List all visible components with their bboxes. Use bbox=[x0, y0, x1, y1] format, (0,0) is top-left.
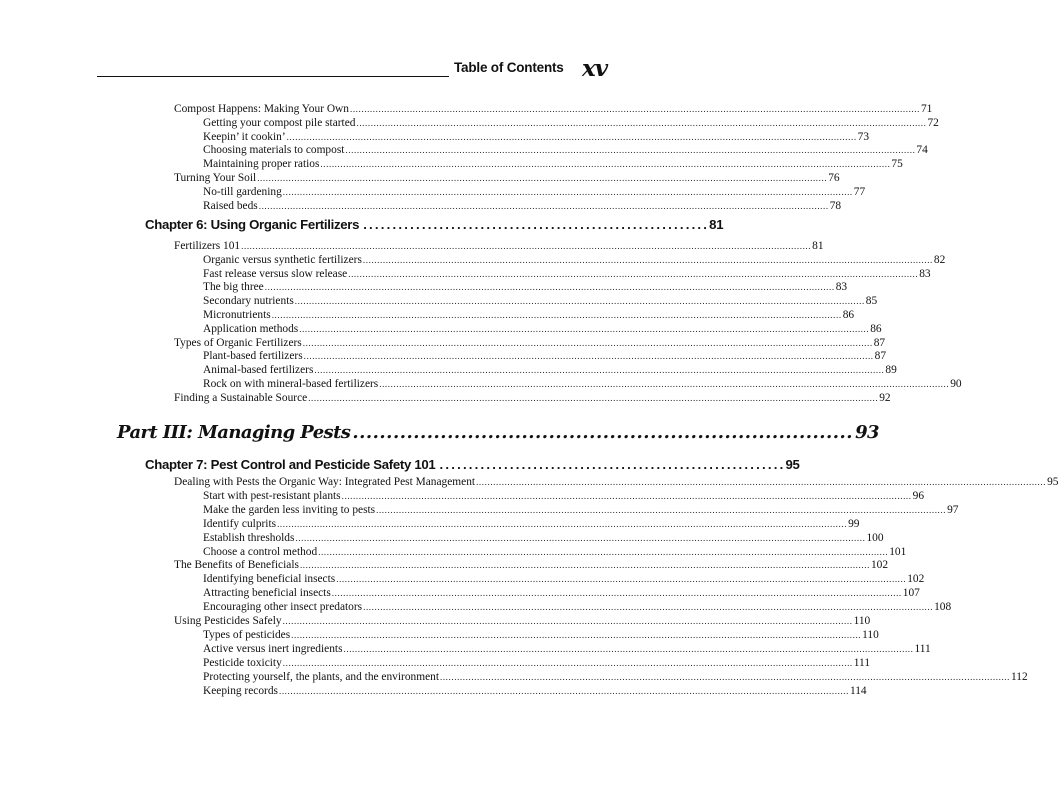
leader-dots: ........................................................................................................................................................................................................ bbox=[336, 574, 907, 585]
toc-entry-label: Types of pesticides bbox=[203, 628, 291, 641]
toc-entry-label: Attracting beneficial insects bbox=[203, 587, 331, 600]
toc-entry-label: Raised beds bbox=[203, 199, 258, 212]
chapter-7-heading[interactable] bbox=[145, 457, 800, 472]
leader-dots: ........................................................................................................................................................................................................ bbox=[349, 104, 920, 114]
toc-section-entry[interactable] bbox=[174, 614, 871, 628]
leader-dots: ........................................................... bbox=[439, 457, 786, 472]
leader-dots: ........................................................................................................................................................................................................ bbox=[331, 588, 902, 599]
toc-entry-label: Secondary nutrients bbox=[203, 295, 294, 308]
toc-subsection-entry[interactable] bbox=[203, 199, 842, 213]
toc-entry-page: 78 bbox=[829, 199, 842, 212]
toc-entry-label: Animal-based fertilizers bbox=[203, 364, 314, 377]
leader-dots: ........................................................................................................................................................................................................ bbox=[362, 254, 933, 265]
leader-dots: ........................................................................................................................................................................................................ bbox=[257, 173, 828, 183]
toc-entry-page: 102 bbox=[870, 559, 889, 572]
leader-dots: ........................................................................................................................................................................................................ bbox=[258, 200, 829, 211]
toc-entry-page: 71 bbox=[920, 103, 933, 115]
toc-section-entry[interactable] bbox=[174, 171, 840, 185]
leader-dots: .......................................................................... bbox=[352, 422, 854, 443]
leader-dots: ........................................................................................................................................................................................................ bbox=[376, 504, 947, 515]
toc-section-entry[interactable] bbox=[174, 558, 889, 572]
toc-section-entry[interactable] bbox=[174, 475, 1058, 489]
leader-dots: ........................................................................................................................................................................................................ bbox=[282, 186, 853, 197]
toc-entry-label: Compost Happens: Making Your Own bbox=[174, 103, 349, 115]
toc-subsection-entry[interactable] bbox=[203, 517, 860, 531]
leader-dots: ........................................................................................................................................................................................................ bbox=[286, 131, 857, 142]
leader-dots: ........................................................................................................................................................................................................ bbox=[294, 296, 865, 307]
leader-dots: ........................................................................................................................................................................................................ bbox=[343, 643, 914, 654]
toc-subsection-entry[interactable] bbox=[203, 280, 848, 294]
toc-entry-page: 75 bbox=[891, 158, 903, 171]
toc-entry-label: The Benefits of Beneficials bbox=[174, 559, 299, 572]
toc-entry-label: Keepin’ it cookin’ bbox=[203, 130, 286, 143]
toc-subsection-entry[interactable] bbox=[203, 377, 962, 391]
toc-entry-label: Active versus inert ingredients bbox=[203, 642, 343, 655]
toc-section-entry[interactable] bbox=[174, 239, 824, 253]
toc-entry-label: Plant-based fertilizers bbox=[203, 350, 303, 363]
toc-entry-page: 87 bbox=[874, 350, 887, 363]
toc-entry-label: Protecting yourself, the plants, and the environment bbox=[203, 670, 439, 683]
toc-entry-page: 97 bbox=[947, 503, 959, 516]
toc-entry-label: Using Pesticides Safely bbox=[174, 615, 282, 627]
toc-entry-label: Choose a control method bbox=[203, 545, 318, 558]
leader-dots: ........................................................................................................................................................................................................ bbox=[379, 379, 950, 389]
leader-dots: ........................................................................................................................................................................................................ bbox=[241, 241, 812, 251]
toc-entry-label: The big three bbox=[203, 281, 264, 294]
leader-dots: ........................................................................................................................................................................................................ bbox=[320, 159, 891, 170]
toc-subsection-entry[interactable] bbox=[203, 628, 879, 642]
toc-subsection-entry[interactable] bbox=[203, 531, 884, 545]
toc-entry-label: Establish thresholds bbox=[203, 531, 295, 544]
toc-entry-label: Make the garden less inviting to pests bbox=[203, 503, 376, 516]
leader-dots: ........................................................................................................................................................................................................ bbox=[341, 490, 912, 501]
toc-subsection-entry[interactable] bbox=[203, 322, 882, 336]
toc-entry-page: 83 bbox=[835, 281, 848, 294]
toc-subsection-entry[interactable] bbox=[203, 545, 907, 559]
toc-entry-page: 82 bbox=[933, 253, 946, 266]
toc-entry-label: Finding a Sustainable Source bbox=[174, 391, 308, 404]
toc-entry-label: Organic versus synthetic fertilizers bbox=[203, 253, 362, 266]
toc-entry-page: 77 bbox=[853, 185, 866, 198]
leader-dots: ........................................................................................................................................................................................................ bbox=[302, 337, 873, 348]
leader-dots: ........................................................................................................................................................................................................ bbox=[295, 532, 866, 543]
toc-entry-label: Fertilizers 101 bbox=[174, 240, 241, 252]
toc-entry-page: 102 bbox=[907, 573, 925, 586]
toc-entry-page: 110 bbox=[862, 628, 879, 641]
toc-entry-page: 85 bbox=[865, 295, 878, 308]
chapter-7-page: 95 bbox=[785, 457, 800, 472]
toc-entry-page: 86 bbox=[870, 322, 882, 335]
page-number: xv bbox=[582, 55, 608, 82]
toc-entry-page: 101 bbox=[889, 545, 907, 558]
toc-entry-page: 111 bbox=[853, 656, 871, 669]
toc-entry-page: 114 bbox=[849, 684, 867, 697]
toc-entry-label: Micronutrients bbox=[203, 309, 271, 321]
toc-entry-page: 74 bbox=[916, 144, 928, 157]
toc-subsection-entry[interactable] bbox=[203, 116, 939, 130]
toc-entry-label: Encouraging other insect predators bbox=[203, 601, 363, 614]
part-3-page: 93 bbox=[855, 422, 879, 443]
toc-entry-label: Identifying beneficial insects bbox=[203, 573, 336, 586]
toc-entry-label: Start with pest-resistant plants bbox=[203, 489, 341, 502]
toc-entry-label: Pesticide toxicity bbox=[203, 656, 282, 669]
leader-dots: ........................................................... bbox=[363, 217, 710, 232]
toc-entry-page: 87 bbox=[873, 336, 886, 349]
toc-entry-label: Choosing materials to compost bbox=[203, 144, 345, 157]
toc-subsection-entry[interactable] bbox=[203, 130, 870, 144]
toc-subsection-entry[interactable] bbox=[203, 503, 959, 517]
toc-entry-page: 83 bbox=[919, 267, 931, 280]
toc-subsection-entry[interactable] bbox=[203, 642, 931, 656]
leader-dots: ........................................................................................................................................................................................................ bbox=[277, 518, 848, 529]
leader-dots: ........................................................................................................................................................................................................ bbox=[299, 560, 870, 571]
toc-section-entry[interactable] bbox=[174, 391, 891, 405]
toc-entry-page: 96 bbox=[912, 489, 925, 502]
toc-subsection-entry[interactable] bbox=[203, 308, 855, 322]
chapter-6-heading[interactable] bbox=[145, 217, 724, 232]
leader-dots: ........................................................................................................................................................................................................ bbox=[303, 351, 874, 362]
part-3-heading[interactable] bbox=[117, 422, 879, 443]
toc-entry-label: Keeping records bbox=[203, 684, 278, 697]
chapter-6-page: 81 bbox=[709, 217, 724, 232]
leader-dots: ........................................................................................................................................................................................................ bbox=[439, 671, 1010, 682]
header-rule bbox=[97, 76, 449, 77]
toc-entry-page: 107 bbox=[902, 587, 920, 600]
chapter-7-title: Chapter 7: Pest Control and Pesticide Safety 101 bbox=[145, 457, 436, 472]
toc-entry-label: Identify culprits bbox=[203, 517, 277, 530]
toc-subsection-entry[interactable] bbox=[203, 267, 931, 281]
toc-subsection-entry[interactable] bbox=[203, 489, 925, 503]
toc-entry-page: 110 bbox=[853, 615, 871, 627]
toc-subsection-entry[interactable] bbox=[203, 157, 903, 171]
toc-subsection-entry[interactable] bbox=[203, 349, 887, 363]
toc-entry-page: 72 bbox=[927, 116, 939, 129]
toc-section-entry[interactable] bbox=[174, 102, 933, 116]
toc-entry-label: Rock on with mineral-based fertilizers bbox=[203, 378, 379, 390]
leader-dots: ........................................................................................................................................................................................................ bbox=[264, 282, 835, 293]
toc-entry-page: 95 bbox=[1047, 476, 1058, 488]
toc-entry-page: 112 bbox=[1010, 670, 1028, 683]
toc-entry-page: 100 bbox=[866, 531, 884, 544]
toc-entry-page: 73 bbox=[857, 130, 870, 143]
toc-entry-page: 81 bbox=[812, 240, 824, 252]
toc-entry-label: Types of Organic Fertilizers bbox=[174, 336, 302, 349]
leader-dots: ........................................................................................................................................................................................................ bbox=[356, 117, 927, 128]
toc-subsection-entry[interactable] bbox=[203, 253, 946, 267]
leader-dots: ........................................................................................................................................................................................................ bbox=[282, 616, 853, 626]
toc-section-entry[interactable] bbox=[174, 336, 886, 350]
running-header-title: Table of Contents bbox=[454, 60, 564, 75]
chapter-6-title: Chapter 6: Using Organic Fertilizers bbox=[145, 217, 360, 232]
toc-subsection-entry[interactable] bbox=[203, 572, 925, 586]
leader-dots: ........................................................................................................................................................................................................ bbox=[348, 268, 919, 279]
toc-entry-label: No-till gardening bbox=[203, 185, 282, 198]
toc-entry-label: Application methods bbox=[203, 322, 299, 335]
toc-subsection-entry[interactable] bbox=[203, 185, 866, 199]
leader-dots: ........................................................................................................................................................................................................ bbox=[271, 310, 842, 320]
toc-subsection-entry[interactable] bbox=[203, 363, 897, 377]
toc-subsection-entry[interactable] bbox=[203, 143, 928, 157]
toc-entry-label: Turning Your Soil bbox=[174, 172, 257, 184]
toc-entry-page: 111 bbox=[914, 642, 931, 655]
toc-entry-label: Dealing with Pests the Organic Way: Integrated Pest Management bbox=[174, 476, 476, 488]
leader-dots: ........................................................................................................................................................................................................ bbox=[318, 546, 889, 557]
toc-subsection-entry[interactable] bbox=[203, 600, 952, 614]
leader-dots: ........................................................................................................................................................................................................ bbox=[291, 629, 862, 640]
toc-subsection-entry[interactable] bbox=[203, 294, 878, 308]
toc-entry-page: 108 bbox=[934, 601, 952, 614]
leader-dots: ........................................................................................................................................................................................................ bbox=[278, 685, 849, 696]
leader-dots: ........................................................................................................................................................................................................ bbox=[314, 365, 885, 376]
leader-dots: ........................................................................................................................................................................................................ bbox=[299, 323, 870, 334]
toc-subsection-entry[interactable] bbox=[203, 586, 920, 600]
toc-entry-label: Getting your compost pile started bbox=[203, 116, 356, 129]
part-3-title: Part III: Managing Pests bbox=[117, 422, 351, 443]
toc-subsection-entry[interactable] bbox=[203, 656, 871, 670]
toc-entry-page: 92 bbox=[879, 391, 891, 404]
leader-dots: ........................................................................................................................................................................................................ bbox=[282, 657, 853, 668]
toc-subsection-entry[interactable] bbox=[203, 670, 1028, 684]
toc-entry-page: 76 bbox=[828, 172, 840, 184]
toc-entry-page: 89 bbox=[885, 364, 897, 377]
toc-subsection-entry[interactable] bbox=[203, 684, 867, 698]
toc-entry-page: 86 bbox=[842, 309, 855, 321]
leader-dots: ........................................................................................................................................................................................................ bbox=[345, 145, 916, 156]
leader-dots: ........................................................................................................................................................................................................ bbox=[476, 477, 1047, 487]
leader-dots: ........................................................................................................................................................................................................ bbox=[308, 392, 879, 403]
toc-entry-page: 90 bbox=[950, 378, 962, 390]
toc-entry-label: Maintaining proper ratios bbox=[203, 158, 320, 171]
leader-dots: ........................................................................................................................................................................................................ bbox=[363, 602, 934, 613]
toc-entry-label: Fast release versus slow release bbox=[203, 267, 348, 280]
toc-entry-page: 99 bbox=[848, 517, 860, 530]
